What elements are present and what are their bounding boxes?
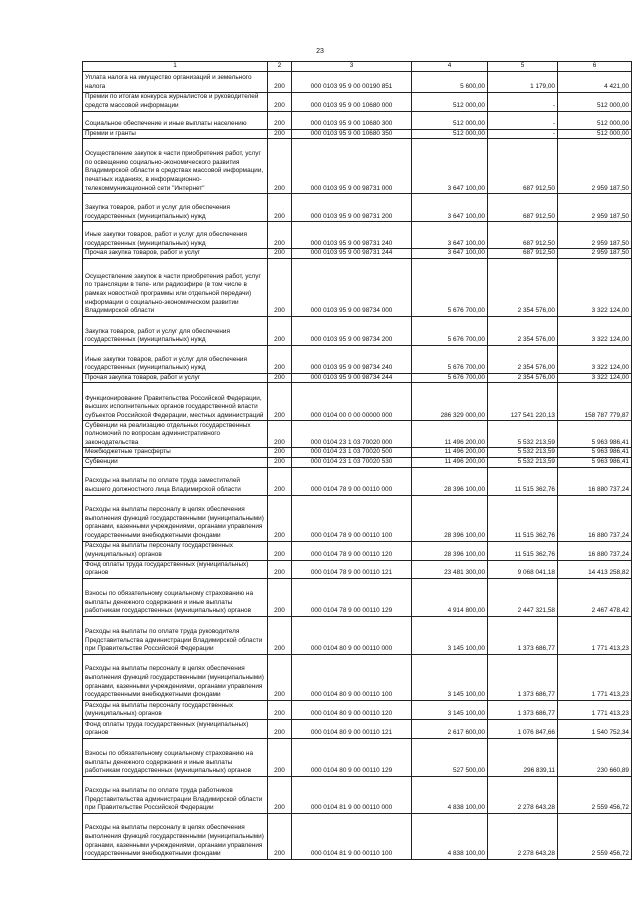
executed-amount-cell: 5 532 213,59	[488, 421, 558, 448]
table-row	[83, 139, 632, 194]
unexecuted-amount-cell: 2 559 456,72	[558, 813, 632, 859]
unexecuted-amount-cell: 512 000,00	[558, 129, 632, 139]
unexecuted-amount-cell: 3 322 124,00	[558, 345, 632, 373]
table-row	[83, 448, 632, 458]
expense-name-cell: Социальное обеспечение и иные выплаты населению	[83, 111, 268, 129]
table-row	[83, 457, 632, 467]
budget-classification-code-cell: 000 0103 95 9 00 98734 244	[292, 373, 412, 383]
expense-name-cell: Иные закупки товаров, работ и услуг для обеспечения государственных (муниципальных) нужд	[83, 345, 268, 373]
budget-classification-code-cell: 000 0103 95 9 00 10680 350	[292, 129, 412, 139]
approved-amount-cell: 11 496 200,00	[412, 448, 488, 458]
column-header: 5	[488, 62, 558, 72]
unexecuted-amount-cell: 2 959 187,50	[558, 222, 632, 249]
column-number-header	[83, 62, 632, 72]
table-row	[83, 222, 632, 249]
expense-name-cell: Субвенции на реализацию отдельных государственных полномочий по вопросам административного законодательства	[83, 421, 268, 448]
expense-name-cell: Закупка товаров, работ и услуг для обеспечения государственных (муниципальных) нужд	[83, 194, 268, 222]
expense-name-cell: Фонд оплаты труда государственных (муниципальных) органов	[83, 719, 268, 738]
executed-amount-cell: 2 354 576,00	[488, 373, 558, 383]
expense-name-cell: Межбюджетные трансферты	[83, 448, 268, 458]
unexecuted-amount-cell: 1 771 413,23	[558, 616, 632, 654]
executed-amount-cell: 296 839,11	[488, 738, 558, 776]
line-code-cell: 200	[268, 654, 292, 700]
budget-classification-code-cell: 000 0103 95 9 00 98734 000	[292, 258, 412, 316]
line-code-cell: 200	[268, 616, 292, 654]
line-code-cell: 200	[268, 421, 292, 448]
column-header: 2	[268, 62, 292, 72]
line-code-cell: 200	[268, 541, 292, 560]
line-code-cell: 200	[268, 71, 292, 92]
line-code-cell: 200	[268, 249, 292, 259]
budget-classification-code-cell: 000 0104 80 9 00 00110 121	[292, 719, 412, 738]
unexecuted-amount-cell: 16 880 737,24	[558, 541, 632, 560]
executed-amount-cell: 687 912,50	[488, 249, 558, 259]
executed-amount-cell: 2 278 643,28	[488, 776, 558, 813]
unexecuted-amount-cell: 4 421,00	[558, 71, 632, 92]
expense-name-cell: Расходы на выплаты по оплате труда заместителей высшего должностного лица Владимирской области	[83, 467, 268, 495]
executed-amount-cell: -	[488, 129, 558, 139]
table-row	[83, 467, 632, 495]
table-row	[83, 616, 632, 654]
table-row	[83, 560, 632, 578]
budget-classification-code-cell: 000 0104 23 1 03 70020 500	[292, 448, 412, 458]
approved-amount-cell: 527 500,00	[412, 738, 488, 776]
budget-classification-code-cell: 000 0104 00 0 00 00000 000	[292, 383, 412, 421]
executed-amount-cell: 2 354 576,00	[488, 258, 558, 316]
executed-amount-cell: 2 447 321,58	[488, 578, 558, 616]
table-row	[83, 129, 632, 139]
table-row	[83, 345, 632, 373]
unexecuted-amount-cell: 3 322 124,00	[558, 316, 632, 345]
line-code-cell: 200	[268, 373, 292, 383]
line-code-cell: 200	[268, 719, 292, 738]
line-code-cell: 200	[268, 457, 292, 467]
table-row	[83, 776, 632, 813]
executed-amount-cell: 11 515 362,76	[488, 495, 558, 541]
approved-amount-cell: 4 914 800,00	[412, 578, 488, 616]
budget-classification-code-cell: 000 0103 95 9 00 98734 200	[292, 316, 412, 345]
line-code-cell: 200	[268, 345, 292, 373]
table-row	[83, 258, 632, 316]
table-row	[83, 813, 632, 859]
expense-name-cell: Осуществление закупок в части приобретения работ, услуг по освещению социально-экономического развития Владимирской области в средствах массовой информации, печатных изданиях, в информационно-телекоммуникационной сети "Интернет"	[83, 139, 268, 194]
approved-amount-cell: 11 496 200,00	[412, 457, 488, 467]
unexecuted-amount-cell: 1 540 752,34	[558, 719, 632, 738]
approved-amount-cell: 512 000,00	[412, 111, 488, 129]
table-row	[83, 373, 632, 383]
executed-amount-cell: 1 373 686,77	[488, 700, 558, 719]
unexecuted-amount-cell: 2 559 456,72	[558, 776, 632, 813]
expense-name-cell: Расходы на выплаты персоналу в целях обеспечения выполнения функций государственными (муниципальными) органами, казенными учреждениями, органами управления государственными внебюджетными фондами	[83, 654, 268, 700]
column-header: 4	[412, 62, 488, 72]
expense-name-cell: Закупка товаров, работ и услуг для обеспечения государственных (муниципальных) нужд	[83, 316, 268, 345]
approved-amount-cell: 3 145 100,00	[412, 616, 488, 654]
approved-amount-cell: 3 145 100,00	[412, 654, 488, 700]
unexecuted-amount-cell: 14 413 258,82	[558, 560, 632, 578]
executed-amount-cell: 5 532 213,59	[488, 448, 558, 458]
expense-name-cell: Взносы по обязательному социальному страхованию на выплаты денежного содержания и иные выплаты работникам государственных (муниципальных) органов	[83, 738, 268, 776]
budget-classification-code-cell: 000 0103 95 9 00 00190 851	[292, 71, 412, 92]
line-code-cell: 200	[268, 578, 292, 616]
line-code-cell: 200	[268, 495, 292, 541]
line-code-cell: 200	[268, 129, 292, 139]
table-row	[83, 92, 632, 111]
executed-amount-cell: 2 278 643,28	[488, 813, 558, 859]
approved-amount-cell: 3 145 100,00	[412, 700, 488, 719]
budget-classification-code-cell: 000 0104 78 9 00 00110 000	[292, 467, 412, 495]
unexecuted-amount-cell: 158 787 779,87	[558, 383, 632, 421]
budget-classification-code-cell: 000 0104 80 9 00 00110 129	[292, 738, 412, 776]
approved-amount-cell: 3 647 100,00	[412, 249, 488, 259]
expense-name-cell: Расходы на выплаты по оплате труда работников Представительства администрации Владимирской области при Правительстве Российской Федерации	[83, 776, 268, 813]
table-row	[83, 738, 632, 776]
line-code-cell: 200	[268, 448, 292, 458]
budget-classification-code-cell: 000 0104 81 9 00 00110 000	[292, 776, 412, 813]
line-code-cell: 200	[268, 738, 292, 776]
budget-classification-code-cell: 000 0104 78 9 00 00110 120	[292, 541, 412, 560]
table-row	[83, 194, 632, 222]
table-row	[83, 578, 632, 616]
line-code-cell: 200	[268, 258, 292, 316]
unexecuted-amount-cell: 5 963 986,41	[558, 448, 632, 458]
executed-amount-cell: 1 373 686,77	[488, 616, 558, 654]
executed-amount-cell: 2 354 576,00	[488, 345, 558, 373]
table-row	[83, 421, 632, 448]
unexecuted-amount-cell: 16 880 737,24	[558, 467, 632, 495]
unexecuted-amount-cell: 2 467 478,42	[558, 578, 632, 616]
approved-amount-cell: 28 396 100,00	[412, 495, 488, 541]
budget-classification-code-cell: 000 0103 95 9 00 98731 000	[292, 139, 412, 194]
approved-amount-cell: 5 676 700,00	[412, 258, 488, 316]
executed-amount-cell: 687 912,50	[488, 222, 558, 249]
unexecuted-amount-cell: 3 322 124,00	[558, 373, 632, 383]
unexecuted-amount-cell: 5 963 986,41	[558, 421, 632, 448]
line-code-cell: 200	[268, 776, 292, 813]
approved-amount-cell: 5 676 700,00	[412, 373, 488, 383]
table-row	[83, 700, 632, 719]
executed-amount-cell: 1 076 847,66	[488, 719, 558, 738]
line-code-cell: 200	[268, 111, 292, 129]
executed-amount-cell: -	[488, 111, 558, 129]
expense-name-cell: Прочая закупка товаров, работ и услуг	[83, 249, 268, 259]
line-code-cell: 200	[268, 813, 292, 859]
line-code-cell: 200	[268, 316, 292, 345]
unexecuted-amount-cell: 5 963 986,41	[558, 457, 632, 467]
expense-name-cell: Осуществление закупок в части приобретения работ, услуг по трансляции в теле- или радиоэфире (в том числе в рамках новостной программы или отдельной передачи) информации о социально-экономическом развитии Владимирской области	[83, 258, 268, 316]
line-code-cell: 200	[268, 383, 292, 421]
expense-name-cell: Прочая закупка товаров, работ и услуг	[83, 373, 268, 383]
executed-amount-cell: 1 179,00	[488, 71, 558, 92]
approved-amount-cell: 3 647 100,00	[412, 222, 488, 249]
unexecuted-amount-cell: 3 322 124,00	[558, 258, 632, 316]
expense-name-cell: Уплата налога на имущество организаций и земельного налога	[83, 71, 268, 92]
unexecuted-amount-cell: 1 771 413,23	[558, 700, 632, 719]
budget-classification-code-cell: 000 0104 78 9 00 00110 129	[292, 578, 412, 616]
column-header: 3	[292, 62, 412, 72]
approved-amount-cell: 512 000,00	[412, 92, 488, 111]
approved-amount-cell: 23 481 300,00	[412, 560, 488, 578]
budget-classification-code-cell: 000 0104 80 9 00 00110 000	[292, 616, 412, 654]
expense-name-cell: Премии и гранты	[83, 129, 268, 139]
line-code-cell: 200	[268, 92, 292, 111]
budget-classification-code-cell: 000 0103 95 9 00 10680 300	[292, 111, 412, 129]
executed-amount-cell: 11 515 362,76	[488, 467, 558, 495]
unexecuted-amount-cell: 230 660,89	[558, 738, 632, 776]
expense-name-cell: Взносы по обязательному социальному страхованию на выплаты денежного содержания и иные выплаты работникам государственных (муниципальных) органов	[83, 578, 268, 616]
table-row	[83, 111, 632, 129]
expense-name-cell: Премии по итогам конкурса журналистов и руководителей средств массовой информации	[83, 92, 268, 111]
approved-amount-cell: 4 838 100,00	[412, 813, 488, 859]
line-code-cell: 200	[268, 139, 292, 194]
executed-amount-cell: 5 532 213,59	[488, 457, 558, 467]
expense-name-cell: Расходы на выплаты персоналу государственных (муниципальных) органов	[83, 700, 268, 719]
budget-classification-code-cell: 000 0104 81 9 00 00110 100	[292, 813, 412, 859]
expense-name-cell: Расходы на выплаты по оплате труда руководителя Представительства администрации Владимирской области при Правительстве Российской Федерации	[83, 616, 268, 654]
unexecuted-amount-cell: 512 000,00	[558, 111, 632, 129]
approved-amount-cell: 286 329 000,00	[412, 383, 488, 421]
budget-classification-code-cell: 000 0103 95 9 00 98734 240	[292, 345, 412, 373]
budget-classification-code-cell: 000 0104 78 9 00 00110 121	[292, 560, 412, 578]
approved-amount-cell: 5 676 700,00	[412, 345, 488, 373]
approved-amount-cell: 2 617 600,00	[412, 719, 488, 738]
executed-amount-cell: -	[488, 92, 558, 111]
executed-amount-cell: 2 354 576,00	[488, 316, 558, 345]
approved-amount-cell: 512 000,00	[412, 129, 488, 139]
budget-classification-code-cell: 000 0103 95 9 00 10680 000	[292, 92, 412, 111]
line-code-cell: 200	[268, 194, 292, 222]
expense-name-cell: Расходы на выплаты персоналу в целях обеспечения выполнения функций государственными (муниципальными) органами, казенными учреждениями, органами управления государственными внебюджетными фондами	[83, 813, 268, 859]
approved-amount-cell: 28 396 100,00	[412, 467, 488, 495]
executed-amount-cell: 11 515 362,76	[488, 541, 558, 560]
approved-amount-cell: 3 647 100,00	[412, 194, 488, 222]
unexecuted-amount-cell: 2 959 187,50	[558, 249, 632, 259]
approved-amount-cell: 11 496 200,00	[412, 421, 488, 448]
budget-classification-code-cell: 000 0104 80 9 00 00110 100	[292, 654, 412, 700]
page-number: 23	[316, 48, 324, 55]
budget-classification-code-cell: 000 0104 23 1 03 70020 530	[292, 457, 412, 467]
executed-amount-cell: 687 912,50	[488, 139, 558, 194]
table-row	[83, 383, 632, 421]
executed-amount-cell: 1 373 686,77	[488, 654, 558, 700]
approved-amount-cell: 4 838 100,00	[412, 776, 488, 813]
budget-classification-code-cell: 000 0104 78 9 00 00110 100	[292, 495, 412, 541]
unexecuted-amount-cell: 2 959 187,50	[558, 194, 632, 222]
executed-amount-cell: 687 912,50	[488, 194, 558, 222]
line-code-cell: 200	[268, 560, 292, 578]
column-header: 6	[558, 62, 632, 72]
unexecuted-amount-cell: 2 959 187,50	[558, 139, 632, 194]
table-row	[83, 495, 632, 541]
expense-name-cell: Расходы на выплаты персоналу государственных (муниципальных) органов	[83, 541, 268, 560]
table-row	[83, 249, 632, 259]
executed-amount-cell: 127 541 220,13	[488, 383, 558, 421]
executed-amount-cell: 9 068 041,18	[488, 560, 558, 578]
line-code-cell: 200	[268, 222, 292, 249]
table-row	[83, 541, 632, 560]
budget-classification-code-cell: 000 0103 95 9 00 98731 240	[292, 222, 412, 249]
line-code-cell: 200	[268, 467, 292, 495]
approved-amount-cell: 5 676 700,00	[412, 316, 488, 345]
approved-amount-cell: 5 600,00	[412, 71, 488, 92]
expense-name-cell: Функционирование Правительства Российской Федерации, высших исполнительных органов государственной власти субъектов Российской Федерации, местных администраций	[83, 383, 268, 421]
expense-name-cell: Субвенции	[83, 457, 268, 467]
unexecuted-amount-cell: 1 771 413,23	[558, 654, 632, 700]
expense-name-cell: Фонд оплаты труда государственных (муниципальных) органов	[83, 560, 268, 578]
budget-classification-code-cell: 000 0103 95 9 00 98731 200	[292, 194, 412, 222]
expense-name-cell: Иные закупки товаров, работ и услуг для обеспечения государственных (муниципальных) нужд	[83, 222, 268, 249]
unexecuted-amount-cell: 16 880 737,24	[558, 495, 632, 541]
column-header: 1	[83, 62, 268, 72]
unexecuted-amount-cell: 512 000,00	[558, 92, 632, 111]
approved-amount-cell: 28 396 100,00	[412, 541, 488, 560]
expense-name-cell: Расходы на выплаты персоналу в целях обеспечения выполнения функций государственными (муниципальными) органами, казенными учреждениями, органами управления государственными внебюджетными фондами	[83, 495, 268, 541]
budget-classification-code-cell: 000 0104 80 9 00 00110 120	[292, 700, 412, 719]
table-row	[83, 71, 632, 92]
budget-execution-table	[82, 61, 632, 860]
table-body	[83, 71, 632, 859]
approved-amount-cell: 3 647 100,00	[412, 139, 488, 194]
table-row	[83, 654, 632, 700]
line-code-cell: 200	[268, 700, 292, 719]
budget-classification-code-cell: 000 0104 23 1 03 70020 000	[292, 421, 412, 448]
budget-classification-code-cell: 000 0103 95 9 00 98731 244	[292, 249, 412, 259]
table-row	[83, 719, 632, 738]
table-row	[83, 316, 632, 345]
